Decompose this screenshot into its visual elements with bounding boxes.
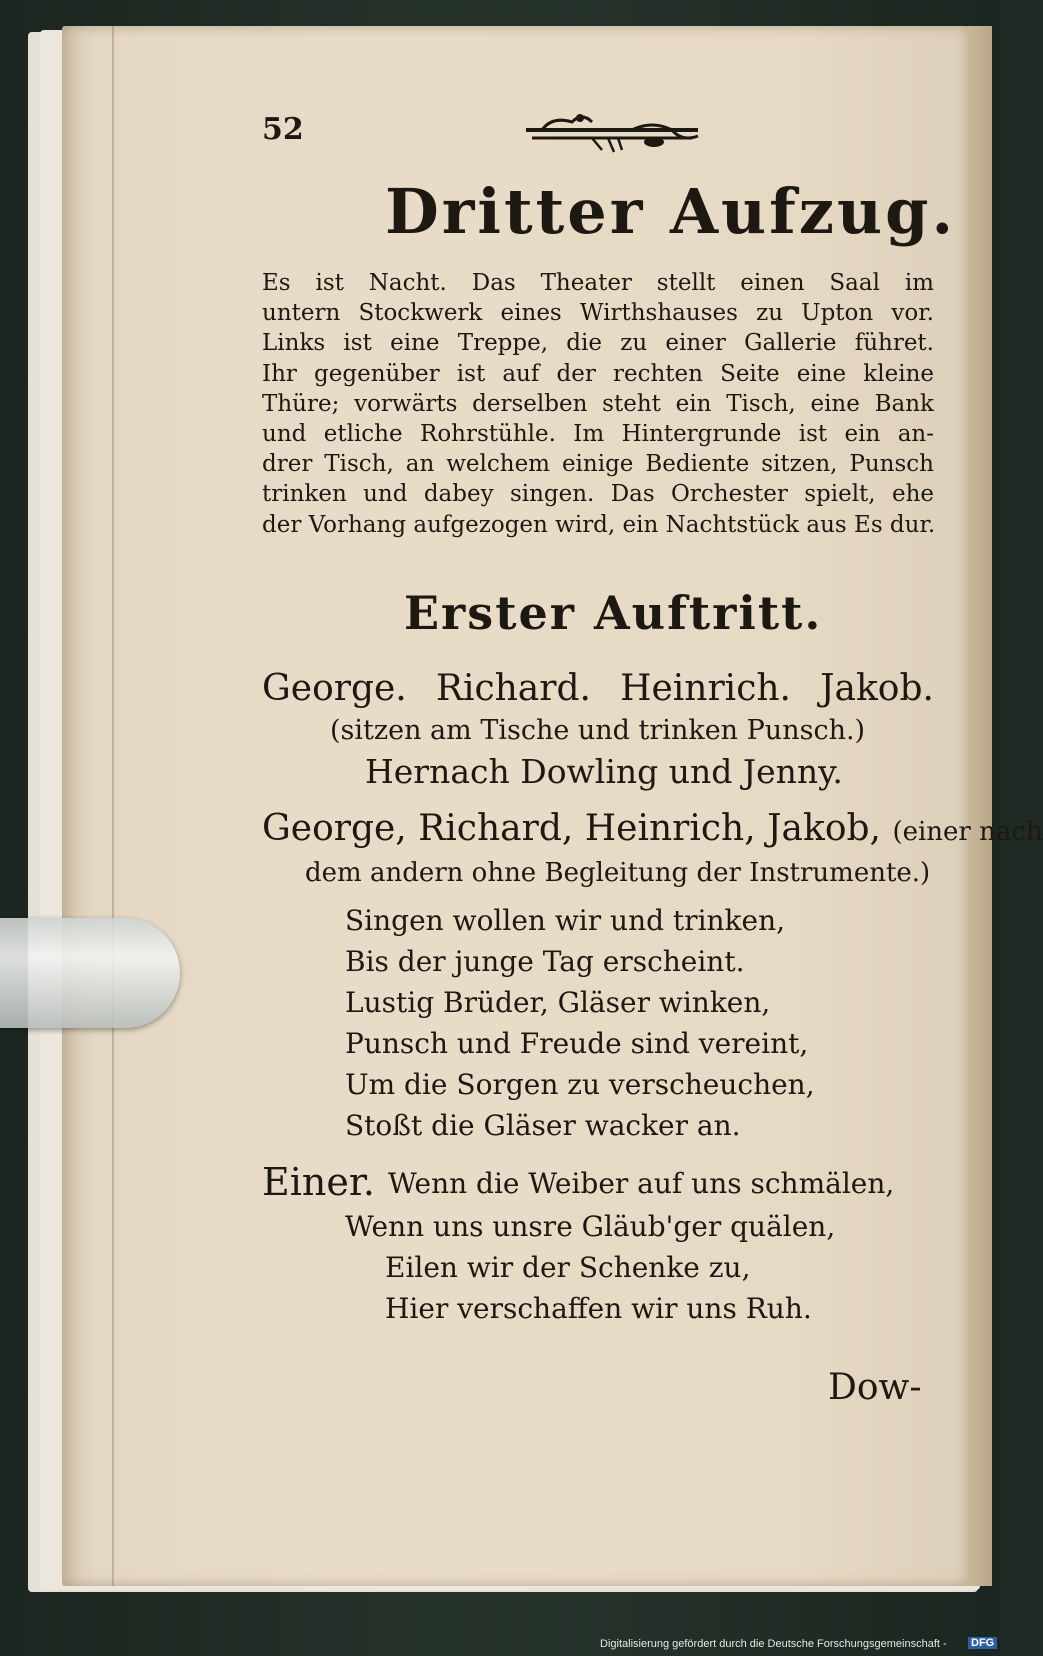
speaker-einer: Einer. — [262, 1160, 375, 1204]
verse-line: Bis der junge Tag erscheint. — [345, 945, 745, 978]
stage-line: Links ist eine Treppe, die zu einer Gallerie führet. — [262, 330, 934, 357]
stage-line: drer Tisch, an welchem einige Bediente sitzen, Punsch — [262, 451, 934, 478]
verse-line: Punsch und Freude sind vereint, — [345, 1027, 809, 1060]
stage-line: Thüre; vorwärts derselben steht ein Tisch, eine Bank — [262, 390, 934, 417]
verse-line: Singen wollen wir und trinken, — [345, 904, 786, 937]
page-number: 52 — [262, 112, 304, 147]
scanner-clamp — [0, 918, 180, 1028]
stage-line: trinken und dabey singen. Das Orchester spielt, ehe — [262, 481, 934, 508]
page-gutter — [112, 26, 114, 1586]
digitization-credit: Digitalisierung gefördert durch die Deutsche Forschungsgemeinschaft - — [600, 1638, 947, 1650]
verse-line: Eilen wir der Schenke zu, — [385, 1251, 751, 1284]
dfg-logo: DFG — [968, 1637, 997, 1649]
cast-list — [262, 668, 934, 709]
cast-member: George. — [262, 668, 407, 709]
catchword: Dow- — [828, 1367, 922, 1408]
verse-line: Lustig Brüder, Gläser winken, — [345, 986, 771, 1019]
speaker-direction-cont: dem andern ohne Begleitung der Instrumente.) — [305, 858, 931, 888]
ornament-icon — [522, 108, 702, 156]
stage-line: Es ist Nacht. Das Theater stellt einen Saal im — [262, 270, 934, 296]
stage-line: und etliche Rohrstühle. Im Hintergrunde ist ein an- — [262, 421, 934, 448]
book-page — [62, 26, 970, 1586]
verse-line: Wenn die Weiber auf uns schmälen, — [388, 1167, 895, 1200]
verse-block-2 — [345, 1206, 835, 1329]
verse-line: Um die Sorgen zu verscheuchen, — [345, 1068, 815, 1101]
cast-member: Richard. — [435, 668, 591, 709]
verse-line: Stoßt die Gläser wacker an. — [345, 1109, 741, 1142]
cast-later: Hernach Dowling und Jenny. — [365, 752, 843, 791]
cast-note: (sitzen am Tische und trinken Punsch.) — [330, 715, 866, 746]
page-right-edge — [968, 26, 992, 1586]
stage-direction — [262, 268, 934, 540]
act-title: Dritter Aufzug. — [385, 175, 957, 248]
cast-member: Heinrich. — [620, 668, 791, 709]
verse-line: Hier verschaffen wir uns Ruh. — [385, 1292, 812, 1325]
speaker-heading — [262, 808, 1043, 849]
stage-line: Ihr gegenüber ist auf der rechten Seite eine kleine — [262, 360, 934, 387]
verse-line: Wenn uns unsre Gläub'ger quälen, — [345, 1210, 836, 1243]
stage-line: untern Stockwerk eines Wirthshauses zu Upton vor. — [262, 300, 934, 327]
scene-title: Erster Auftritt. — [404, 586, 823, 640]
speaker-direction: (einer nach — [892, 817, 1043, 847]
cast-member: Jakob. — [820, 668, 934, 709]
verse-block — [345, 900, 815, 1146]
speaker-names: George, Richard, Heinrich, Jakob, — [262, 808, 881, 849]
stage-line: der Vorhang aufgezogen wird, ein Nachtstück aus Es dur. — [262, 511, 936, 538]
